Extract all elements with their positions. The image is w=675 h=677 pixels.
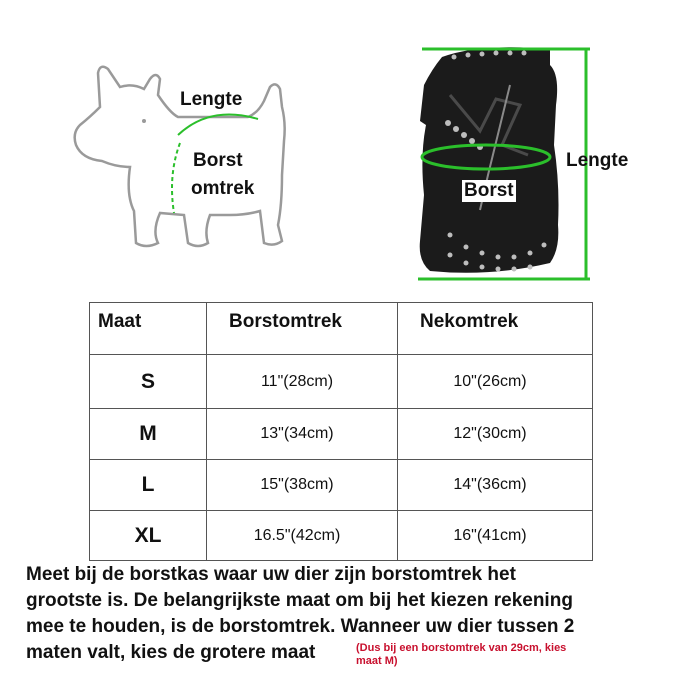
dog-eye [142,119,146,123]
instruction-line: grootste is. De belangrijkste maat om bij het kiezen rekening [26,590,573,611]
chest-cell: 15"(38cm) [207,460,398,511]
neck-cell: 16"(41cm) [398,511,593,561]
note-line: maat M) [356,655,398,667]
neck-cell: 10"(26cm) [398,355,593,409]
size-cell: XL [90,511,207,561]
chest-cell: 11"(28cm) [207,355,398,409]
chest-cell: 13"(34cm) [207,409,398,460]
table-row [90,355,593,409]
dog-chest-line [172,143,180,213]
dog-outline-diagram [60,55,310,265]
table-header-row [90,303,593,355]
jacket-chest-label: Borst [464,180,514,201]
size-cell: L [90,460,207,511]
table-row [90,511,593,561]
instruction-line: Meet bij de borstkas waar uw dier zijn borstomtrek het [26,564,516,585]
header-chest: Borstomtrek [207,303,398,355]
example-note [356,642,656,668]
neck-cell: 14"(36cm) [398,460,593,511]
note-line: (Dus bij een borstomtrek van 29cm, kies [356,642,567,654]
table-row [90,460,593,511]
dog-length-label: Lengte [180,89,243,110]
dog-chest-label-line1: Borst [193,150,243,171]
size-cell: S [90,355,207,409]
size-table [89,302,593,561]
size-cell: M [90,409,207,460]
chest-cell: 16.5"(42cm) [207,511,398,561]
table-row [90,409,593,460]
neck-cell: 12"(30cm) [398,409,593,460]
header-size: Maat [90,303,207,355]
jacket-length-label: Lengte [566,150,629,171]
jacket-body [420,47,559,273]
instruction-line: maten valt, kies de grotere maat [26,642,316,663]
header-neck: Nekomtrek [398,303,593,355]
instruction-line: mee te houden, is de borstomtrek. Wanneer uw dier tussen 2 [26,616,575,637]
dog-chest-label-line2: omtrek [191,178,255,199]
